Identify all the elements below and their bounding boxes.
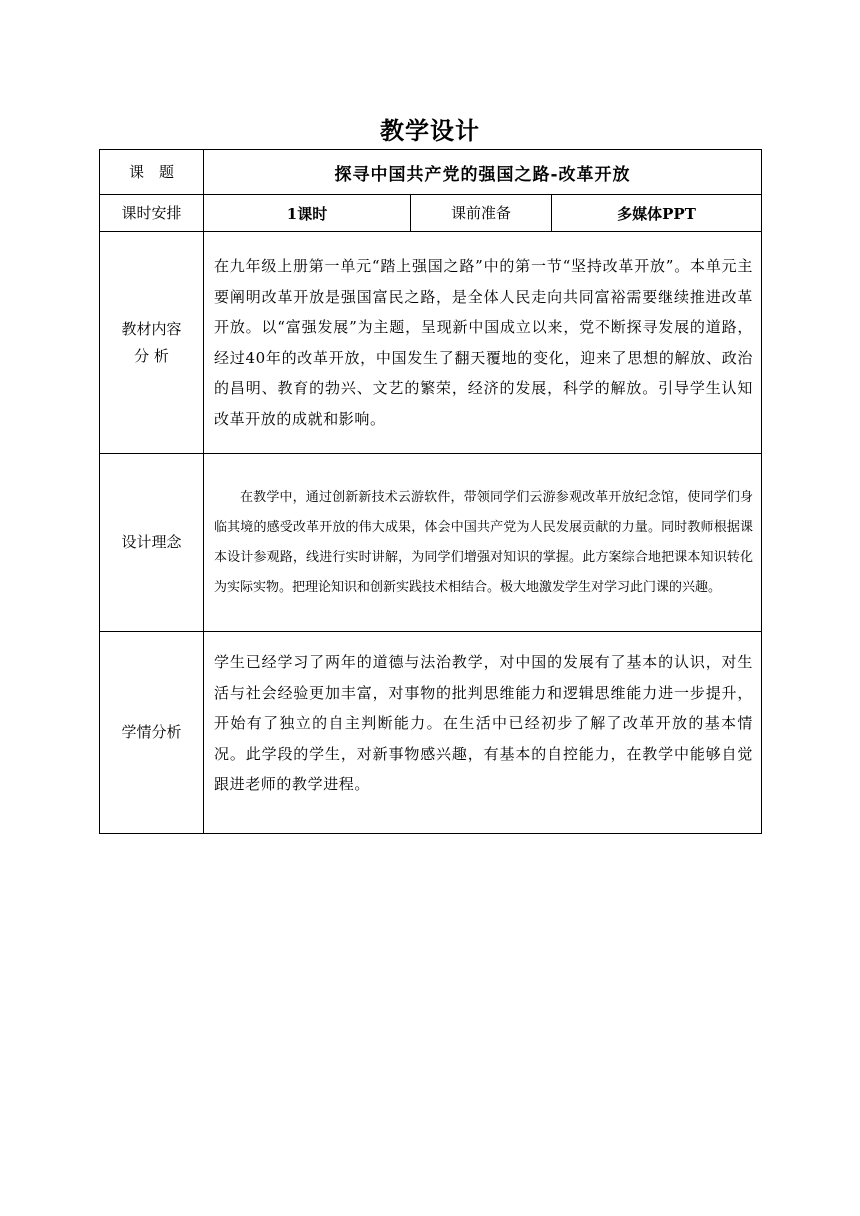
student-analysis-label: 学情分析 (100, 632, 204, 834)
design-concept-text: 在教学中，通过创新新技术云游软件，带领同学们云游参观改革开放纪念馆，使同学们身临其境的感受改革开放的伟大成果，体会中国共产党为人民发展贡献的力量。同时教师根据课本设计参观路，线进行实时讲解，为同学们增强对知识的掌握。此方案综合地把课本知识转化为实际实物。把理论知识和创新实践技术相结合。极大地激发学生对学习此门课的兴趣。 (214, 489, 754, 595)
document-title: 教学设计 (380, 117, 480, 145)
topic-row (100, 150, 762, 195)
topic-value: 探寻中国共产党的强国之路-改革开放 (204, 150, 762, 195)
topic-label: 课 题 (100, 150, 204, 195)
content-analysis-row (100, 232, 762, 454)
lesson-design-table (99, 149, 762, 834)
content-analysis-cell (204, 232, 762, 454)
student-analysis-cell (204, 632, 762, 834)
content-analysis-text: 在九年级上册第一单元“踏上强国之路”中的第一节“坚持改革开放”。本单元主要阐明改革开放是强国富民之路，是全体人民走向共同富裕需要继续推进改革开放。以“富强发展”为主题，呈现新中国成立以来，党不断探寻发展的道路，经过40年的改革开放，中国发生了翻天覆地的变化，迎来了思想的解放、政治的昌明、教育的勃兴、文艺的繁荣，经济的发展，科学的解放。引导学生认知改革开放的成就和影响。 (214, 257, 754, 428)
prep-value: 多媒体PPT (552, 195, 762, 232)
schedule-value: 1课时 (204, 195, 411, 232)
content-label-line-1: 教材内容 (121, 319, 182, 338)
student-analysis-row (100, 632, 762, 834)
content-analysis-label (100, 232, 204, 454)
design-concept-label: 设计理念 (100, 454, 204, 632)
schedule-row (100, 195, 762, 232)
prep-label: 课前准备 (411, 195, 552, 232)
student-analysis-text: 学生已经学习了两年的道德与法治教学，对中国的发展有了基本的认识，对生活与社会经验更加丰富，对事物的批判思维能力和逻辑思维能力进一步提升，开始有了独立的自主判断能力。在生活中已经初步了解了改革开放的基本情况。此学段的学生，对新事物感兴趣，有基本的自控能力，在教学中能够自觉跟进老师的教学进程。 (214, 653, 754, 794)
design-concept-row (100, 454, 762, 632)
design-concept-cell (204, 454, 762, 632)
content-label-line-2: 分 析 (134, 346, 169, 365)
schedule-label: 课时安排 (100, 195, 204, 232)
